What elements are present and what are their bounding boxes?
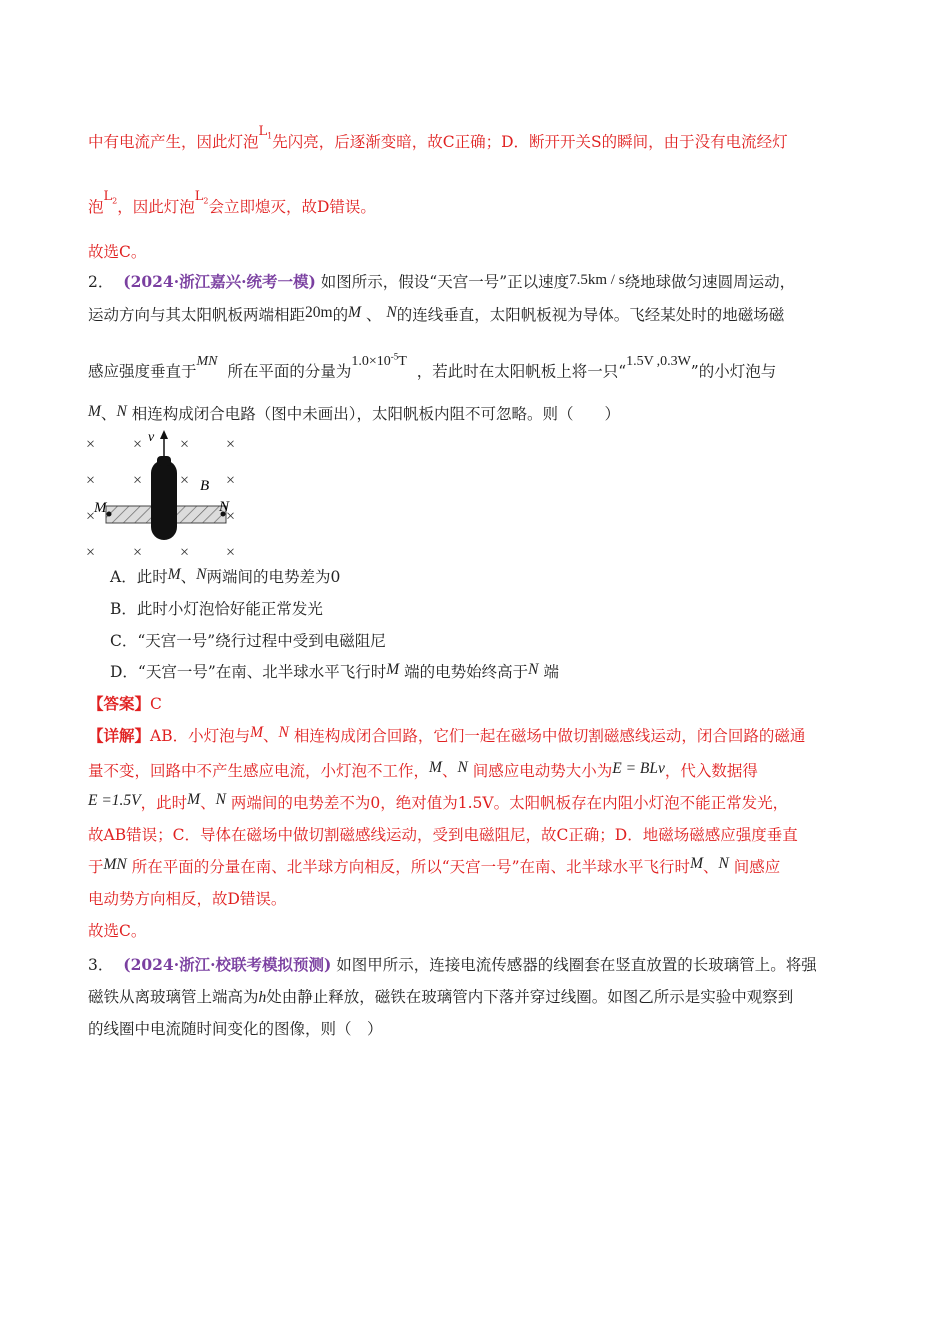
cross-mark: ×	[226, 544, 236, 561]
q3-source: (2024·浙江·校联考模拟预测)	[123, 955, 332, 974]
lamp-l1-symbol: L1	[258, 124, 273, 141]
q2-answer: 【答案】C	[88, 694, 162, 713]
station-nose	[157, 456, 171, 466]
q2-detail-line-2: 量不变，回路中不产生感应电流，小灯泡不工作，M、N 间感应电动势大小为E = BLv，代入数据得	[88, 759, 758, 780]
q2-detail-line-1: 【详解】AB．小灯泡与M、N 相连构成闭合回路，它们一起在磁场中做切割磁感线运动，闭合回路的磁通	[88, 724, 806, 745]
cross-mark: ×	[180, 544, 190, 561]
m-label: M	[94, 500, 107, 516]
q3-stem-line-1: 3． (2024·浙江·校联考模拟预测) 如图甲所示，连接电流传感器的线圈套在竖直放置的长玻璃管上。将强	[88, 955, 817, 974]
cross-mark: ×	[133, 436, 143, 453]
q2-stem-line-2: 运动方向与其太阳帆板两端相距20m的M 、 N的连线垂直，太阳帆板视为导体。飞经某处时的地磁场磁	[88, 304, 785, 324]
cross-mark: ×	[180, 472, 190, 489]
q2-stem-line-1: 2． (2024·浙江嘉兴·统考一模) 如图所示，假设“天宫一号”正以速度7.5km / s绕地球做匀速圆周运动，	[88, 272, 796, 291]
cross-mark: ×	[86, 508, 96, 525]
q2-detail-line-6: 电动势方向相反，故D错误。	[88, 890, 287, 908]
q2-stem-line-3: 感应强度垂直于MN 所在平面的分量为$1.0\times 10^{-5}T$ ，若此时在太阳帆板上将一只“1.5V ,0.3W”的小灯泡与	[88, 351, 777, 381]
field-value: $1.0\times 10^{-5}T$	[351, 351, 407, 369]
space-station-figure	[82, 428, 252, 563]
q3-stem-line-2: 磁铁从离玻璃管上端高为h处由静止释放，磁铁在玻璃管内下落并穿过线圈。如图乙所示是实验中观察到	[88, 988, 794, 1006]
n-label: N	[219, 499, 230, 515]
cross-mark: ×	[133, 472, 143, 489]
emf-value: E =1.5V	[88, 792, 141, 809]
cross-mark: ×	[86, 436, 96, 453]
lamp-rating: 1.5V ,0.3W	[626, 353, 691, 369]
cross-mark: ×	[133, 544, 143, 561]
station-body	[151, 460, 177, 540]
cross-mark: ×	[180, 436, 190, 453]
emf-equation: E = BLv	[612, 760, 665, 777]
q2-stem-line-4: M、N 相连构成闭合电路（图中未画出），太阳帆板内阻不可忽略。则（ ）	[88, 403, 620, 423]
option-a[interactable]: A．此时M、N两端间的电势差为0	[110, 566, 341, 586]
q2-detail-line-3: E =1.5V，此时M、N 两端间的电势差不为0，绝对值为1.5V。太阳帆板存在内阻小灯泡不能正常发光，	[88, 791, 789, 812]
q3-stem-line-3: 的线圈中电流随时间变化的图像，则（ ）	[88, 1020, 383, 1038]
prev-conclusion: 故选C。	[88, 243, 147, 261]
lamp-l2-symbol: L2	[194, 189, 209, 206]
lamp-l2-symbol: L2	[103, 189, 118, 206]
q2-conclusion: 故选C。	[88, 922, 147, 940]
velocity-label: v	[148, 430, 155, 445]
cross-mark: ×	[226, 508, 236, 525]
option-b[interactable]: B．此时小灯泡恰好能正常发光	[110, 600, 323, 618]
option-d[interactable]: D．“天宫一号”在南、北半球水平飞行时M 端的电势始终高于N 端	[110, 661, 559, 681]
prev-detail-line-2: 泡$^{L_2}$，因此灯泡$^{L_2}$会立即熄灭，故D错误。	[88, 189, 376, 216]
distance-value: 20m	[305, 304, 333, 321]
prev-detail-line-1: 中有电流产生，因此灯泡$^{L_1}$先闪亮，后逐渐变暗，故C正确；D．断开开关S的瞬间，由于没有电流经灯	[88, 124, 788, 151]
speed-value: 7.5km / s	[569, 272, 625, 288]
mn-symbol: MN	[196, 353, 218, 369]
point-m	[107, 512, 112, 517]
cross-mark: ×	[86, 544, 96, 561]
option-c[interactable]: C．“天宫一号”绕行过程中受到电磁阻尼	[110, 632, 386, 650]
q2-detail-line-4: 故AB错误；C．导体在磁场中做切割磁感线运动，受到电磁阻尼，故C正确；D．地磁场磁感应强度垂直	[88, 826, 798, 844]
cross-mark: ×	[226, 472, 236, 489]
cross-mark: ×	[86, 472, 96, 489]
velocity-arrowhead	[160, 430, 168, 439]
q2-source: (2024·浙江嘉兴·统考一模)	[123, 272, 316, 291]
cross-mark: ×	[226, 436, 236, 453]
q2-detail-line-5: 于MN 所在平面的分量在南、北半球方向相反，所以“天宫一号”在南、北半球水平飞行时M、N 间感应	[88, 855, 781, 876]
field-label: B	[200, 478, 210, 494]
